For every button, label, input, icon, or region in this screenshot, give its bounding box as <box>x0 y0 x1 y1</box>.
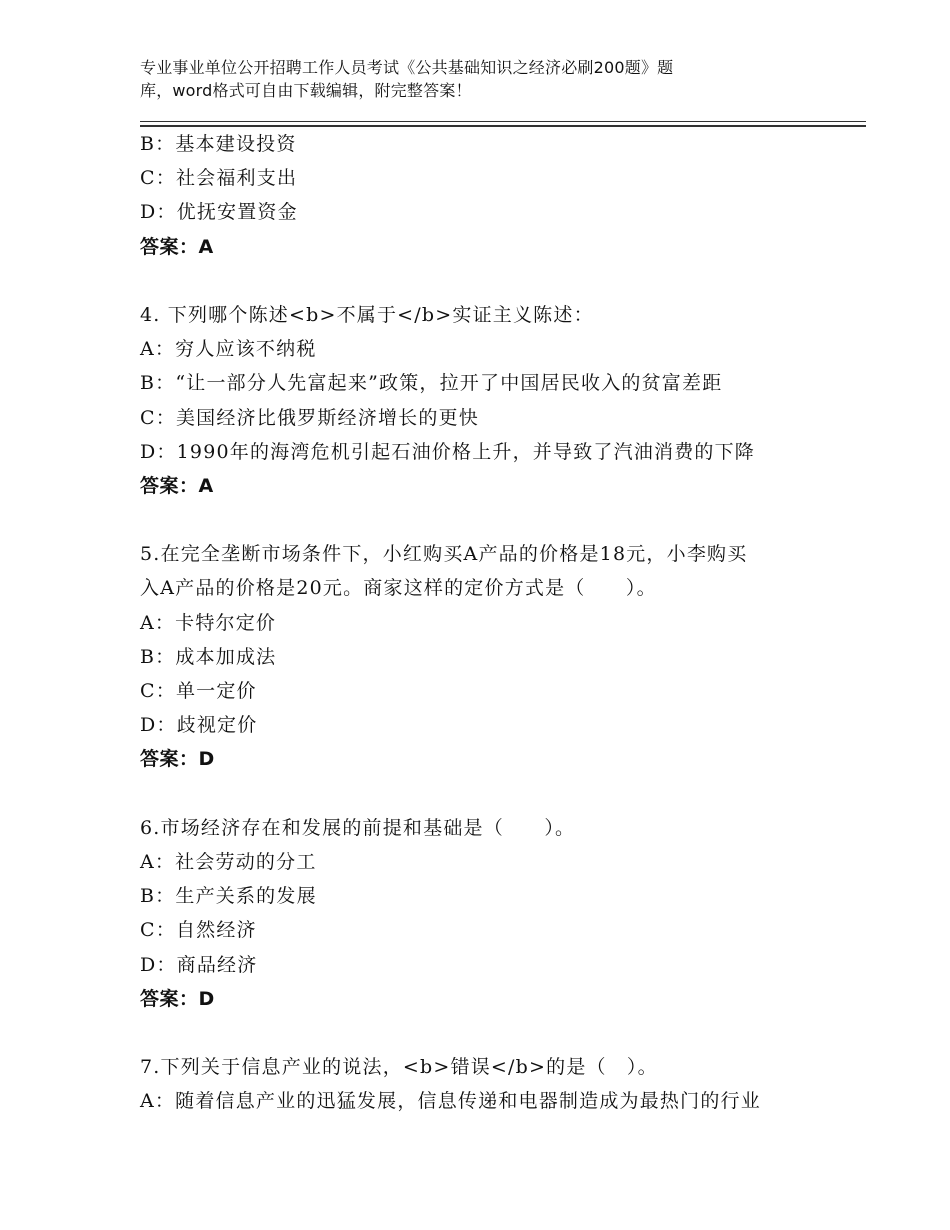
option-a: A：随着信息产业的迅猛发展，信息传递和电器制造成为最热门的行业 <box>140 1090 761 1113</box>
option-b: B：成本加成法 <box>140 645 277 668</box>
header-divider-thin <box>140 121 866 122</box>
spacer <box>140 264 820 298</box>
option-a: A：穷人应该不纳税 <box>140 338 317 361</box>
answer-label: 答案：A <box>140 235 214 258</box>
question-3 <box>140 127 820 264</box>
option-a: A：社会劳动的分工 <box>140 850 317 873</box>
spacer <box>140 503 820 537</box>
question-list <box>140 127 820 1118</box>
question-5 <box>140 537 820 776</box>
option-c: C：单一定价 <box>140 680 257 702</box>
option-c: C：美国经济比俄罗斯经济增长的更快 <box>140 406 479 429</box>
spacer <box>140 777 820 811</box>
question-4 <box>140 298 820 503</box>
question-stem: 7.下列关于信息产业的说法，<b>错误</b>的是（ ）。 <box>140 1056 658 1079</box>
question-stem-continued: 入A产品的价格是20元。商家这样的定价方式是（ ）。 <box>140 577 657 600</box>
answer-label: 答案：D <box>140 748 215 771</box>
option-b: B：“让一部分人先富起来”政策，拉开了中国居民收入的贫富差距 <box>140 372 723 395</box>
question-stem: 4. 下列哪个陈述<b>不属于</b>实证主义陈述： <box>140 303 594 326</box>
option-d: D：1990年的海湾危机引起石油价格上升，并导致了汽油消费的下降 <box>140 440 755 463</box>
question-6 <box>140 811 820 1016</box>
option-b: B：基本建设投资 <box>140 133 297 155</box>
spacer <box>140 1016 820 1050</box>
question-stem: 5.在完全垄断市场条件下，小红购买A产品的价格是18元，小李购买 <box>140 543 748 566</box>
question-7 <box>140 1050 820 1118</box>
option-a: A：卡特尔定价 <box>140 611 277 634</box>
option-d: D：歧视定价 <box>140 714 258 737</box>
option-d: D：优抚安置资金 <box>140 201 298 224</box>
option-c: C：自然经济 <box>140 919 257 942</box>
header-title-line-1: 专业事业单位公开招聘工作人员考试《公共基础知识之经济必刷200题》题 <box>140 58 674 77</box>
option-d: D：商品经济 <box>140 953 258 976</box>
question-stem: 6.市场经济存在和发展的前提和基础是（ ）。 <box>140 816 576 839</box>
answer-label: 答案：D <box>140 987 215 1010</box>
option-c: C：社会福利支出 <box>140 167 298 190</box>
page-header <box>140 56 780 102</box>
option-b: B：生产关系的发展 <box>140 885 317 908</box>
header-title-line-2: 库，word格式可自由下载编辑，附完整答案！ <box>140 81 472 100</box>
answer-label: 答案：A <box>140 474 214 497</box>
